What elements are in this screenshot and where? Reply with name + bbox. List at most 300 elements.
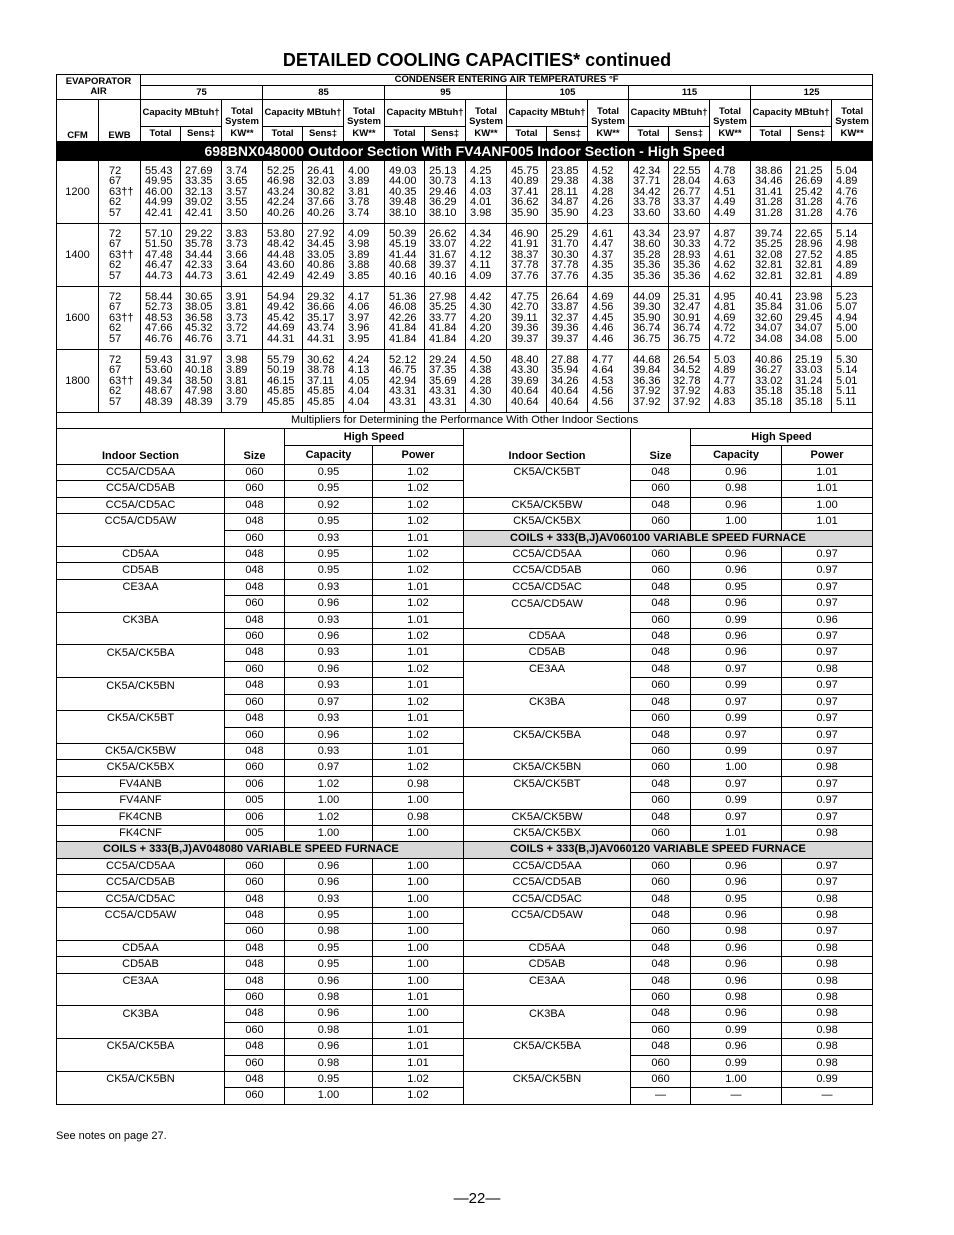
capacity-value: 0.93 — [285, 530, 373, 546]
total-values: 48.40 43.30 39.69 40.64 40.64 — [507, 350, 547, 413]
kw-values: 4.50 4.38 4.28 4.30 4.30 — [466, 350, 507, 413]
total-header: Total — [751, 127, 791, 142]
total-values: 39.74 35.25 32.08 32.81 32.81 — [751, 224, 791, 287]
ewb-values: 72 67 63†† 62 57 — [99, 161, 141, 224]
temp-header: 95 — [385, 86, 507, 100]
power-value: 1.01 — [373, 1055, 464, 1071]
multiplier-row — [57, 793, 873, 809]
indoor-section-name: CK5A/CK5BN — [57, 678, 225, 694]
size-value: 048 — [631, 727, 691, 743]
size-value: 048 — [225, 497, 285, 513]
capacity-value: 0.99 — [691, 743, 782, 759]
multiplier-row — [57, 547, 873, 563]
size-value: 048 — [631, 776, 691, 792]
multiplier-row — [57, 694, 873, 710]
cfm-value: 1600 — [57, 287, 99, 350]
sens-values: 26.41 32.03 30.82 37.66 40.26 — [303, 161, 344, 224]
size-value: 060 — [225, 481, 285, 497]
indoor-section-name: CC5A/CD5AW — [464, 907, 631, 923]
page-number: —22— — [453, 1190, 501, 1207]
size-value: 048 — [225, 563, 285, 579]
size-value: 060 — [225, 530, 285, 546]
indoor-section-name: CK5A/CK5BA — [464, 727, 631, 743]
capacity-value: 1.00 — [285, 1088, 373, 1104]
kw-values: 3.91 3.81 3.73 3.72 3.71 — [222, 287, 263, 350]
capacity-header: Capacity MBtuh† — [141, 100, 222, 127]
indoor-section-name: CK3BA — [57, 612, 225, 628]
indoor-section-name: CK3BA — [464, 1006, 631, 1022]
power-value: 0.97 — [782, 694, 873, 710]
multiplier-row — [57, 809, 873, 825]
indoor-section-name: CC5A/CD5AC — [464, 891, 631, 907]
total-values: 44.68 39.84 36.36 37.92 37.92 — [629, 350, 669, 413]
cfm-value: 1200 — [57, 161, 99, 224]
indoor-section-name: CK5A/CK5BX — [464, 514, 631, 530]
cooling-capacity-table — [56, 74, 873, 428]
power-value: 1.01 — [373, 1022, 464, 1038]
indoor-section-name — [464, 711, 631, 727]
capacity-value: 0.99 — [691, 793, 782, 809]
size-value: 048 — [631, 1006, 691, 1022]
kw-header: KW** — [710, 127, 751, 142]
size-value: 060 — [225, 1055, 285, 1071]
size-value: 048 — [631, 629, 691, 645]
power-value: 0.97 — [782, 924, 873, 940]
power-value: 1.02 — [373, 497, 464, 513]
multiplier-row — [57, 924, 873, 940]
power-value: 1.00 — [782, 497, 873, 513]
cfm-value: 1400 — [57, 224, 99, 287]
multiplier-row — [57, 465, 873, 481]
size-value: 048 — [631, 1039, 691, 1055]
power-value: 0.97 — [782, 727, 873, 743]
cfm-group-row — [57, 350, 873, 413]
size-value: 060 — [631, 743, 691, 759]
capacity-value: 1.02 — [285, 809, 373, 825]
size-value: 060 — [631, 924, 691, 940]
capacity-value: 0.99 — [691, 678, 782, 694]
capacity-value: 1.00 — [691, 760, 782, 776]
power-value: 1.00 — [373, 1006, 464, 1022]
size-value: — — [631, 1088, 691, 1104]
capacity-header: Capacity — [691, 446, 782, 465]
multiplier-row — [57, 842, 873, 858]
power-value: 0.98 — [782, 940, 873, 956]
capacity-value: 0.92 — [285, 497, 373, 513]
kw-values: 5.04 4.89 4.76 4.76 4.76 — [832, 161, 873, 224]
capacity-value: 0.96 — [691, 563, 782, 579]
indoor-section-name: CD5AA — [464, 940, 631, 956]
kw-header: KW** — [344, 127, 385, 142]
indoor-section-name: CD5AB — [57, 563, 225, 579]
indoor-section-name: CD5AA — [57, 547, 225, 563]
sens-values: 29.22 35.78 34.44 42.33 44.73 — [181, 224, 222, 287]
multiplier-row — [57, 530, 873, 546]
high-speed-header: High Speed — [691, 429, 873, 446]
capacity-value: 0.95 — [285, 465, 373, 481]
indoor-section-name — [57, 629, 225, 645]
capacity-value: 0.96 — [285, 661, 373, 677]
size-value: 048 — [225, 891, 285, 907]
size-value: 048 — [225, 711, 285, 727]
indoor-section-name — [464, 678, 631, 694]
sens-header: Sens‡ — [303, 127, 344, 142]
kw-header: KW** — [832, 127, 873, 142]
indoor-section-name: CD5AB — [464, 645, 631, 661]
capacity-value: 0.96 — [285, 1039, 373, 1055]
power-header: Power — [373, 446, 464, 465]
capacity-value: 0.99 — [691, 612, 782, 628]
sens-values: 22.65 28.96 27.52 32.81 32.81 — [791, 224, 832, 287]
total-values: 49.03 44.00 40.35 39.48 38.10 — [385, 161, 425, 224]
total-values: 53.80 48.42 44.48 43.60 42.49 — [263, 224, 303, 287]
size-value: 048 — [225, 907, 285, 923]
sens-values: 23.85 29.38 28.11 34.87 35.90 — [547, 161, 588, 224]
temp-header: 105 — [507, 86, 629, 100]
capacity-value: 0.93 — [285, 645, 373, 661]
indoor-section-name — [57, 530, 225, 546]
capacity-value: 1.01 — [691, 825, 782, 841]
indoor-section-name — [57, 1088, 225, 1104]
indoor-section-name: CK5A/CK5BX — [464, 825, 631, 841]
size-value: 060 — [631, 1055, 691, 1071]
kw-values: 3.83 3.73 3.66 3.64 3.61 — [222, 224, 263, 287]
size-value: 060 — [631, 858, 691, 874]
capacity-value: 0.97 — [691, 694, 782, 710]
size-header: Size — [225, 429, 285, 465]
size-value: 060 — [225, 875, 285, 891]
indoor-section-name: CE3AA — [57, 579, 225, 595]
indoor-section-name: CC5A/CD5AW — [57, 907, 225, 923]
indoor-section-name: FV4ANF — [57, 793, 225, 809]
power-value: 1.00 — [373, 924, 464, 940]
capacity-value: 0.96 — [691, 497, 782, 513]
indoor-section-name: FK4CNF — [57, 825, 225, 841]
sens-values: 30.62 38.78 37.11 45.85 45.85 — [303, 350, 344, 413]
capacity-value: 0.96 — [285, 973, 373, 989]
temp-header: 75 — [141, 86, 263, 100]
indoor-section-name: FV4ANB — [57, 776, 225, 792]
indoor-section-name: CC5A/CD5AC — [57, 891, 225, 907]
kw-header: KW** — [222, 127, 263, 142]
total-values: 45.75 40.89 37.41 36.62 35.90 — [507, 161, 547, 224]
cfm-header: CFM — [57, 100, 99, 142]
power-value: 1.02 — [373, 629, 464, 645]
multiplier-row — [57, 776, 873, 792]
size-value: 060 — [225, 760, 285, 776]
power-value: 1.02 — [373, 1072, 464, 1088]
size-value: 048 — [225, 1072, 285, 1088]
total-values: 57.10 51.50 47.48 46.47 44.73 — [141, 224, 181, 287]
power-value: 0.97 — [782, 776, 873, 792]
size-value: 048 — [631, 809, 691, 825]
ewb-values: 72 67 63†† 62 57 — [99, 224, 141, 287]
multiplier-row — [57, 1022, 873, 1038]
capacity-value: 0.98 — [285, 1022, 373, 1038]
capacity-value: 0.95 — [285, 1072, 373, 1088]
multiplier-row — [57, 514, 873, 530]
power-value: 1.01 — [373, 612, 464, 628]
size-value: 048 — [225, 579, 285, 595]
sens-header: Sens‡ — [181, 127, 222, 142]
indoor-section-name: CD5AB — [57, 957, 225, 973]
capacity-value: 0.96 — [691, 907, 782, 923]
ewb-values: 72 67 63†† 62 57 — [99, 350, 141, 413]
capacity-value: 0.99 — [691, 1022, 782, 1038]
kw-values: 4.09 3.98 3.89 3.88 3.85 — [344, 224, 385, 287]
indoor-section-name: CE3AA — [464, 973, 631, 989]
kw-values: 4.87 4.72 4.61 4.62 4.62 — [710, 224, 751, 287]
size-value: 048 — [225, 973, 285, 989]
total-system-header: Total System — [344, 100, 385, 127]
indoor-section-name: CE3AA — [57, 973, 225, 989]
multiplier-row — [57, 481, 873, 497]
indoor-section-name: CK5A/CK5BW — [57, 743, 225, 759]
capacity-value: 0.99 — [691, 711, 782, 727]
power-value: 0.98 — [782, 661, 873, 677]
indoor-section-name — [57, 727, 225, 743]
sens-values: 26.64 33.87 32.37 39.36 39.37 — [547, 287, 588, 350]
size-value: 048 — [225, 547, 285, 563]
capacity-header: Capacity — [285, 446, 373, 465]
indoor-section-name — [464, 1055, 631, 1071]
kw-values: 4.24 4.13 4.05 4.04 4.04 — [344, 350, 385, 413]
size-value: 060 — [631, 481, 691, 497]
capacity-value: 0.98 — [691, 924, 782, 940]
capacity-value: 0.96 — [691, 858, 782, 874]
indoor-section-name: CK3BA — [57, 1006, 225, 1022]
sens-header: Sens‡ — [791, 127, 832, 142]
power-value: 0.98 — [782, 760, 873, 776]
capacity-value: 0.95 — [285, 957, 373, 973]
power-value: 1.00 — [373, 875, 464, 891]
capacity-value: 0.93 — [285, 711, 373, 727]
multiplier-row — [57, 1055, 873, 1071]
capacity-value: 0.95 — [285, 940, 373, 956]
size-value: 048 — [631, 957, 691, 973]
capacity-value: 1.00 — [691, 514, 782, 530]
capacity-header: Capacity MBtuh† — [385, 100, 466, 127]
indoor-section-name — [464, 743, 631, 759]
power-value: 1.01 — [373, 990, 464, 1006]
multiplier-row — [57, 825, 873, 841]
power-value: 1.01 — [373, 530, 464, 546]
total-values: 40.86 36.27 33.02 35.18 35.18 — [751, 350, 791, 413]
power-value: 1.02 — [373, 563, 464, 579]
power-value: 0.98 — [782, 907, 873, 923]
size-value: 006 — [225, 776, 285, 792]
capacity-value: 1.02 — [285, 776, 373, 792]
indoor-section-name: CK5A/CK5BX — [57, 760, 225, 776]
ewb-values: 72 67 63†† 62 57 — [99, 287, 141, 350]
indoor-section-name — [57, 596, 225, 612]
size-value: 060 — [225, 990, 285, 1006]
power-value: 0.97 — [782, 809, 873, 825]
kw-values: 5.30 5.14 5.01 5.11 5.11 — [832, 350, 873, 413]
kw-values: 5.14 4.98 4.85 4.89 4.89 — [832, 224, 873, 287]
size-value: 060 — [631, 514, 691, 530]
indoor-section-name — [464, 924, 631, 940]
power-value: 0.97 — [782, 579, 873, 595]
sens-values: 30.65 38.05 36.58 45.32 46.76 — [181, 287, 222, 350]
indoor-section-name: CC5A/CD5AA — [57, 465, 225, 481]
indoor-section-name: CC5A/CD5AW — [464, 596, 631, 612]
kw-values: 3.74 3.65 3.57 3.55 3.50 — [222, 161, 263, 224]
capacity-value: 0.98 — [285, 924, 373, 940]
size-value: 060 — [631, 547, 691, 563]
size-value: 048 — [631, 891, 691, 907]
size-value: 048 — [225, 940, 285, 956]
multiplier-row — [57, 760, 873, 776]
capacity-value: 0.97 — [691, 809, 782, 825]
power-value: 0.97 — [782, 596, 873, 612]
size-value: 060 — [225, 629, 285, 645]
total-values: 40.41 35.84 32.60 34.07 34.08 — [751, 287, 791, 350]
power-value: 0.97 — [782, 547, 873, 563]
power-value: 0.97 — [782, 678, 873, 694]
power-value: 0.97 — [782, 858, 873, 874]
total-values: 42.34 37.71 34.42 33.78 33.60 — [629, 161, 669, 224]
sens-values: 31.97 40.18 38.50 47.98 48.39 — [181, 350, 222, 413]
power-value: 1.01 — [782, 481, 873, 497]
power-value: 1.01 — [782, 465, 873, 481]
power-value: 0.97 — [782, 711, 873, 727]
size-value: 060 — [631, 875, 691, 891]
kw-values: 4.17 4.06 3.97 3.96 3.95 — [344, 287, 385, 350]
capacity-value: 0.96 — [691, 973, 782, 989]
size-value: 060 — [225, 465, 285, 481]
indoor-section-name: CK5A/CK5BN — [464, 760, 631, 776]
size-value: 048 — [225, 678, 285, 694]
sens-values: 25.29 31.70 30.30 37.78 37.76 — [547, 224, 588, 287]
sens-values: 27.88 35.94 34.26 40.64 40.64 — [547, 350, 588, 413]
multiplier-row — [57, 858, 873, 874]
capacity-value: 0.96 — [691, 957, 782, 973]
capacity-value: 0.95 — [285, 481, 373, 497]
size-value: 048 — [631, 465, 691, 481]
sens-values: 25.19 33.03 31.24 35.18 35.18 — [791, 350, 832, 413]
total-system-header: Total System — [588, 100, 629, 127]
power-value: 0.98 — [373, 809, 464, 825]
kw-values: 5.03 4.89 4.77 4.83 4.83 — [710, 350, 751, 413]
power-value: 0.98 — [782, 891, 873, 907]
size-value: 060 — [225, 596, 285, 612]
multiplier-row — [57, 907, 873, 923]
indoor-section-name: CC5A/CD5AW — [57, 514, 225, 530]
total-header: Total — [629, 127, 669, 142]
capacity-value: 1.00 — [691, 1072, 782, 1088]
multiplier-row — [57, 612, 873, 628]
indoor-section-name: CE3AA — [464, 661, 631, 677]
power-value: 1.02 — [373, 727, 464, 743]
size-value: 005 — [225, 825, 285, 841]
indoor-section-name: CC5A/CD5AC — [57, 497, 225, 513]
size-value: 048 — [225, 645, 285, 661]
total-values: 55.79 50.19 46.15 45.85 45.85 — [263, 350, 303, 413]
indoor-section-name: CK5A/CK5BA — [57, 1039, 225, 1055]
kw-values: 4.95 4.81 4.69 4.72 4.72 — [710, 287, 751, 350]
indoor-section-name: CC5A/CD5AA — [464, 858, 631, 874]
kw-values: 5.23 5.07 4.94 5.00 5.00 — [832, 287, 873, 350]
multiplier-row — [57, 990, 873, 1006]
indoor-section-name: CD5AA — [57, 940, 225, 956]
total-values: 54.94 49.42 45.42 44.69 44.31 — [263, 287, 303, 350]
multiplier-row — [57, 727, 873, 743]
power-value: 1.02 — [373, 547, 464, 563]
indoor-section-name — [464, 990, 631, 1006]
capacity-value: 0.93 — [285, 678, 373, 694]
multipliers-table — [56, 428, 873, 1105]
multiplier-row — [57, 973, 873, 989]
size-value: 048 — [631, 661, 691, 677]
indoor-section-name — [57, 1022, 225, 1038]
kw-values: 4.25 4.13 4.03 4.01 3.98 — [466, 161, 507, 224]
kw-values: 4.61 4.47 4.37 4.35 4.35 — [588, 224, 629, 287]
indoor-section-name: CK5A/CK5BT — [464, 776, 631, 792]
indoor-section-name: CC5A/CD5AB — [57, 875, 225, 891]
indoor-section-name: CK5A/CK5BW — [464, 809, 631, 825]
indoor-section-name — [57, 694, 225, 710]
capacity-value: 0.96 — [285, 1006, 373, 1022]
sens-values: 25.13 30.73 29.46 36.29 38.10 — [425, 161, 466, 224]
indoor-section-name: CC5A/CD5AB — [57, 481, 225, 497]
total-header: Total — [141, 127, 181, 142]
multiplier-row — [57, 645, 873, 661]
indoor-section-name: CD5AB — [464, 957, 631, 973]
sens-header: Sens‡ — [669, 127, 710, 142]
capacity-value: 0.95 — [285, 514, 373, 530]
indoor-section-name: CK5A/CK5BN — [57, 1072, 225, 1088]
indoor-section-name: CC5A/CD5AB — [464, 563, 631, 579]
total-header: Total — [385, 127, 425, 142]
capacity-header: Capacity MBtuh† — [629, 100, 710, 127]
kw-values: 4.34 4.22 4.12 4.11 4.09 — [466, 224, 507, 287]
size-value: 060 — [225, 661, 285, 677]
power-value: 1.00 — [373, 858, 464, 874]
capacity-value: 0.97 — [285, 694, 373, 710]
capacity-value: 0.97 — [691, 727, 782, 743]
section-band: 698BNX048000 Outdoor Section With FV4ANF005 Indoor Section - High Speed — [57, 142, 873, 161]
kw-header: KW** — [466, 127, 507, 142]
capacity-value: 0.98 — [691, 481, 782, 497]
power-value: 0.98 — [782, 1006, 873, 1022]
kw-values: 4.52 4.38 4.28 4.26 4.23 — [588, 161, 629, 224]
size-value: 048 — [225, 1006, 285, 1022]
indoor-section-name: CD5AA — [464, 629, 631, 645]
capacity-value: 0.96 — [691, 1006, 782, 1022]
size-value: 060 — [225, 727, 285, 743]
size-value: 048 — [631, 907, 691, 923]
indoor-section-name — [464, 793, 631, 809]
capacity-value: 0.97 — [691, 776, 782, 792]
power-value: 0.96 — [782, 612, 873, 628]
power-value: 1.00 — [373, 957, 464, 973]
size-value: 060 — [225, 1022, 285, 1038]
capacity-value: 0.93 — [285, 743, 373, 759]
total-values: 46.90 41.91 38.37 37.78 37.76 — [507, 224, 547, 287]
sens-values: 26.62 33.07 31.67 39.37 40.16 — [425, 224, 466, 287]
multiplier-row — [57, 875, 873, 891]
indoor-section-name: CC5A/CD5AC — [464, 579, 631, 595]
size-value: 060 — [225, 694, 285, 710]
power-value: 1.02 — [373, 760, 464, 776]
power-value: 1.02 — [373, 596, 464, 612]
cfm-group-row — [57, 161, 873, 224]
sens-values: 25.31 32.47 30.91 36.74 36.75 — [669, 287, 710, 350]
total-system-header: Total System — [222, 100, 263, 127]
multiplier-row — [57, 661, 873, 677]
total-values: 43.34 38.60 35.28 35.36 35.36 — [629, 224, 669, 287]
